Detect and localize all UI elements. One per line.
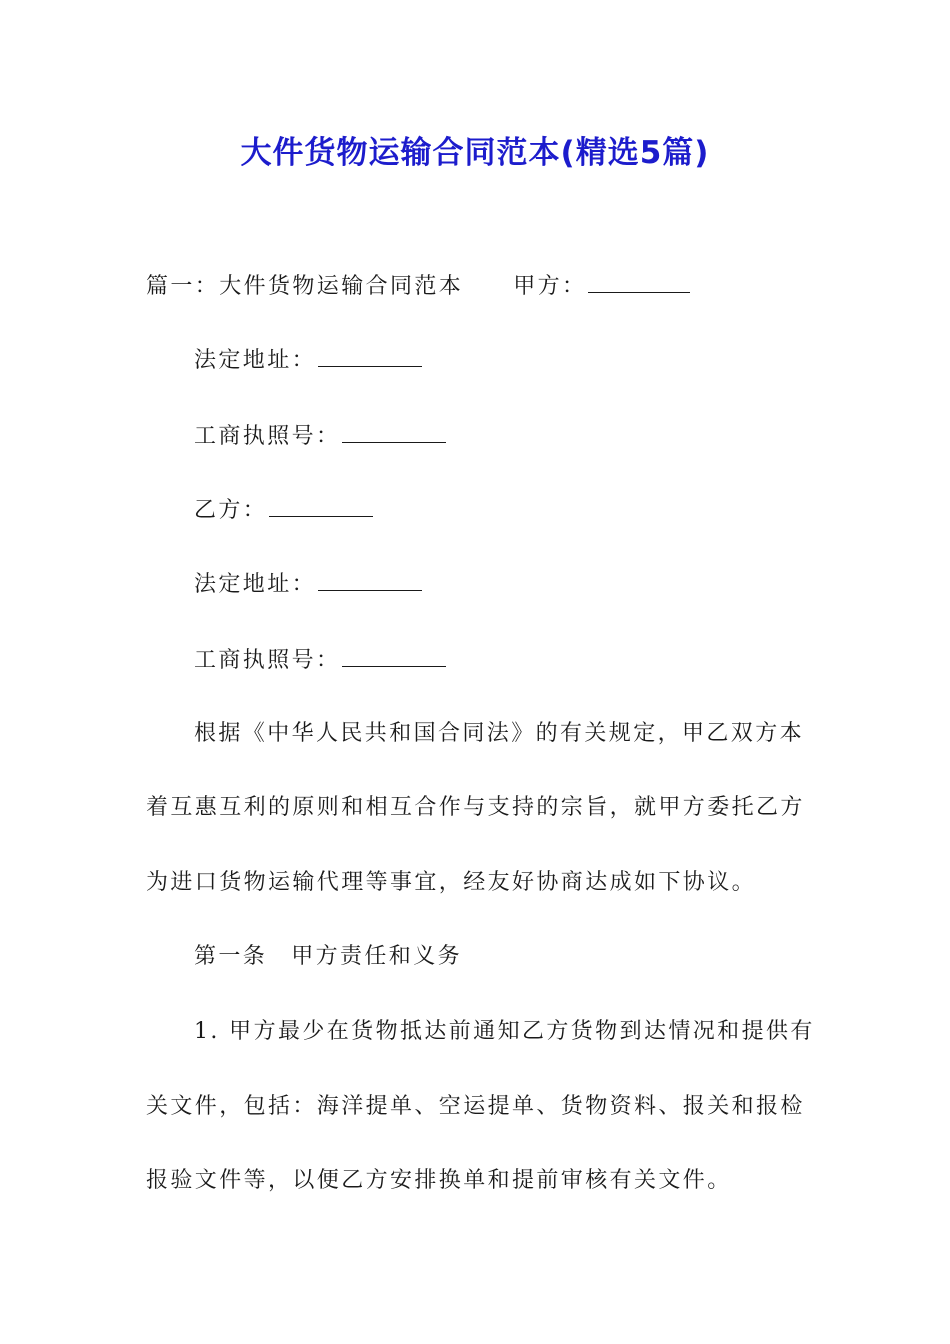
text-line [194, 568, 422, 601]
part-heading: 篇一：大件货物运输合同范本 [146, 274, 464, 299]
paragraph-line: 报验文件等，以便乙方安排换单和提前审核有关文件。 [146, 1168, 732, 1193]
blank-field [318, 568, 422, 591]
blank-field [342, 420, 446, 443]
blank-field [269, 494, 373, 517]
document-title: 大件货物运输合同范本(精选5篇) [240, 135, 710, 171]
party-b-label: 乙方： [194, 498, 268, 523]
article-number: 第一条 [194, 944, 268, 969]
article-heading [194, 941, 462, 973]
text-line [194, 420, 446, 453]
paragraph-line: 根据《中华人民共和国合同法》的有关规定，甲乙双方本 [194, 721, 805, 746]
paragraph-line: 着互惠互利的原则和相互合作与支持的宗旨，就甲方委托乙方 [146, 795, 805, 820]
article-title: 甲方责任和义务 [291, 944, 463, 969]
text-line [194, 644, 446, 677]
blank-field [318, 344, 422, 367]
blank-field [588, 270, 690, 293]
business-license-label: 工商执照号： [194, 648, 341, 673]
legal-address-label: 法定地址： [194, 572, 317, 597]
text-line [194, 494, 373, 527]
paragraph-line: 关文件，包括：海洋提单、空运提单、货物资料、报关和报检 [146, 1094, 805, 1119]
text-line [146, 270, 690, 303]
paragraph-line: 1. 甲方最少在货物抵达前通知乙方货物到达情况和提供有 [194, 1019, 815, 1044]
text-line [194, 344, 422, 377]
party-a-label: 甲方： [513, 274, 587, 299]
paragraph-line: 为进口货物运输代理等事宜，经友好协商达成如下协议。 [146, 870, 757, 895]
business-license-label: 工商执照号： [194, 424, 341, 449]
legal-address-label: 法定地址： [194, 348, 317, 373]
blank-field [342, 644, 446, 667]
